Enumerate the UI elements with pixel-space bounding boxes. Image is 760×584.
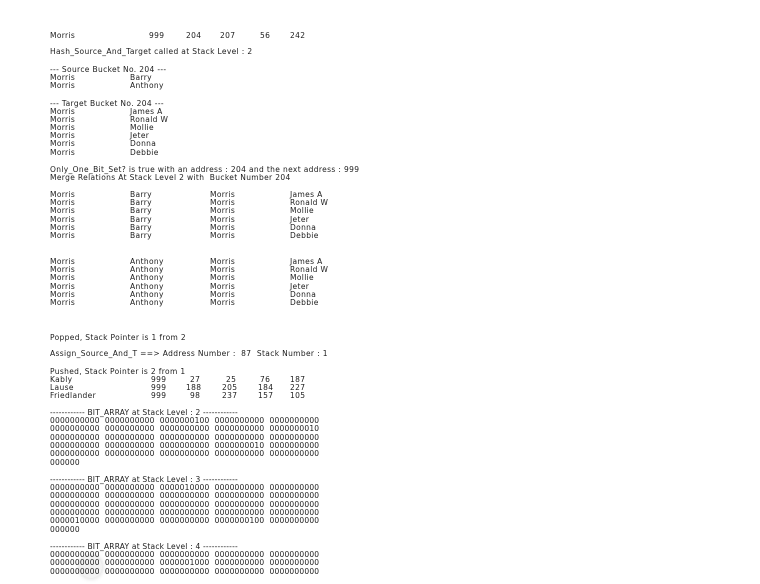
printout-line-7-col-0: Morris [50, 115, 76, 124]
printout-line-7-col-1: Ronald W [130, 115, 169, 124]
printout-line-37-col-0: 0000000000 0000000000 0000000000 0000000000 0000000000 [50, 449, 320, 458]
printout-line-5-col-0: --- Target Bucket No. 204 --- [50, 99, 164, 108]
printout-line-21-col-0: Morris [50, 265, 76, 274]
printout-line-8-col-0: Morris [50, 123, 76, 132]
printout-line-21-col-2: Morris [210, 265, 236, 274]
printout-line-19-col-3: Debbie [290, 231, 319, 240]
printout-line-6-col-1: James A [130, 107, 163, 116]
printout-line-31-col-5: 105 [290, 391, 306, 400]
printout-line-3-col-0: Morris [50, 73, 76, 82]
printout-line-47-col-0: 0000000000 0000000000 0000000000 0000000000 0000000000 [50, 550, 320, 559]
printout-line-40-col-0: 0000000000 0000000000 0000010000 0000000000 0000000000 [50, 483, 320, 492]
printout-line-49-col-0: 0000000000 0000000000 0000000000 0000000000 0000000000 [50, 567, 320, 576]
printout-line-29-col-3: 25 [226, 375, 237, 384]
printout-line-38-col-0: 000000 [50, 458, 80, 467]
printout-line-30-col-0: Lause [50, 383, 74, 392]
printout-line-20-col-3: James A [290, 257, 323, 266]
printout-line-2-col-0: --- Source Bucket No. 204 --- [50, 65, 167, 74]
printout-line-30-col-3: 205 [222, 383, 238, 392]
printout-line-1-col-0: Hash_Source_And_Target called at Stack Level : 2 [50, 47, 253, 56]
printout-line-30-col-2: 188 [186, 383, 202, 392]
printout-line-19-col-1: Barry [130, 231, 152, 240]
printout-line-30-col-5: 227 [290, 383, 306, 392]
printout-line-20-col-1: Anthony [130, 257, 164, 266]
printout-line-17-col-0: Morris [50, 215, 76, 224]
printout-line-0-col-1: 999 [149, 31, 165, 40]
printout-line-23-col-0: Morris [50, 282, 76, 291]
printout-line-16-col-1: Barry [130, 206, 152, 215]
printout-line-25-col-1: Anthony [130, 298, 164, 307]
printout-line-36-col-0: 0000000000 0000000000 0000000000 0000000010 0000000000 [50, 441, 320, 450]
printout-line-29-col-5: 187 [290, 375, 306, 384]
printout-line-46-col-0: ------------ BIT_ARRAY at Stack Level : 4 ------------ [50, 542, 238, 551]
printout-line-44-col-0: 0000010000 0000000000 0000000000 0000000100 0000000000 [50, 516, 320, 525]
printout-line-30-col-4: 184 [258, 383, 274, 392]
printout-line-11-col-1: Debbie [130, 148, 159, 157]
printout-line-0-col-0: Morris [50, 31, 76, 40]
printout-line-16-col-3: Mollie [290, 206, 315, 215]
printout-line-42-col-0: 0000000000 0000000000 0000000000 0000000000 0000000000 [50, 500, 320, 509]
printout-line-16-col-0: Morris [50, 206, 76, 215]
printout-line-15-col-2: Morris [210, 198, 236, 207]
printout-line-20-col-2: Morris [210, 257, 236, 266]
printout-line-12-col-0: Only_One_Bit_Set? is true with an address : 204 and the next address : 999 [50, 165, 360, 174]
printout-line-18-col-2: Morris [210, 223, 236, 232]
printout-line-24-col-3: Donna [290, 290, 317, 299]
printout-line-0-col-5: 242 [290, 31, 306, 40]
printout-line-11-col-0: Morris [50, 148, 76, 157]
printout-line-3-col-1: Barry [130, 73, 152, 82]
printout-line-23-col-2: Morris [210, 282, 236, 291]
printout-line-29-col-0: Kably [50, 375, 73, 384]
printout-line-29-col-2: 27 [190, 375, 201, 384]
printout-line-39-col-0: ------------ BIT_ARRAY at Stack Level : 3 ------------ [50, 475, 238, 484]
printout-line-18-col-3: Donna [290, 223, 317, 232]
printout-line-15-col-1: Barry [130, 198, 152, 207]
printout-line-21-col-3: Ronald W [290, 265, 329, 274]
printout-line-31-col-1: 999 [151, 391, 167, 400]
printout-line-14-col-2: Morris [210, 190, 236, 199]
printout-line-13-col-0: Merge Relations At Stack Level 2 with Bucket Number 204 [50, 173, 291, 182]
printout-line-30-col-1: 999 [151, 383, 167, 392]
printout-line-15-col-0: Morris [50, 198, 76, 207]
printout-line-24-col-2: Morris [210, 290, 236, 299]
printout-line-18-col-1: Barry [130, 223, 152, 232]
printout-line-48-col-0: 0000000000 0000000000 0000001000 0000000000 0000000000 [50, 558, 320, 567]
printout-line-29-col-4: 76 [260, 375, 271, 384]
printout-line-23-col-3: Jeter [290, 282, 310, 291]
printout-line-0-col-2: 204 [186, 31, 202, 40]
printout-line-9-col-1: Jeter [130, 131, 150, 140]
printout-line-25-col-2: Morris [210, 298, 236, 307]
printout-line-22-col-3: Mollie [290, 273, 315, 282]
printout-line-17-col-2: Morris [210, 215, 236, 224]
printout-line-22-col-2: Morris [210, 273, 236, 282]
printout-line-17-col-1: Barry [130, 215, 152, 224]
printout-line-34-col-0: 0000000000 0000000000 0000000000 0000000000 0000000010 [50, 424, 320, 433]
printout-line-14-col-1: Barry [130, 190, 152, 199]
printout-line-35-col-0: 0000000000 0000000000 0000000000 0000000000 0000000000 [50, 433, 320, 442]
printout-line-27-col-0: Assign_Source_And_T ==> Address Number : 87 Stack Number : 1 [50, 349, 328, 358]
printout-line-4-col-1: Anthony [130, 81, 164, 90]
printout-line-22-col-0: Morris [50, 273, 76, 282]
printout-line-19-col-2: Morris [210, 231, 236, 240]
printout-line-10-col-0: Morris [50, 139, 76, 148]
printout-line-19-col-0: Morris [50, 231, 76, 240]
printout-line-24-col-0: Morris [50, 290, 76, 299]
printout-line-31-col-0: Friedlander [50, 391, 97, 400]
printout-line-25-col-3: Debbie [290, 298, 319, 307]
printout-line-41-col-0: 0000000000 0000000000 0000000000 0000000000 0000000000 [50, 491, 320, 500]
printout-line-20-col-0: Morris [50, 257, 76, 266]
printout-line-16-col-2: Morris [210, 206, 236, 215]
printout-line-21-col-1: Anthony [130, 265, 164, 274]
printout-line-32-col-0: ------------ BIT_ARRAY at Stack Level : 2 ------------ [50, 408, 238, 417]
printout-line-24-col-1: Anthony [130, 290, 164, 299]
printout-line-25-col-0: Morris [50, 298, 76, 307]
printout-line-6-col-0: Morris [50, 107, 76, 116]
printout-line-45-col-0: 000000 [50, 525, 80, 534]
printout-line-31-col-3: 237 [222, 391, 238, 400]
printout-line-9-col-0: Morris [50, 131, 76, 140]
printout-line-0-col-4: 56 [260, 31, 271, 40]
printout-line-14-col-0: Morris [50, 190, 76, 199]
printout-line-17-col-3: Jeter [290, 215, 310, 224]
printout-line-33-col-0: 0000000000 0000000000 0000000100 0000000000 0000000000 [50, 416, 320, 425]
printout-line-28-col-0: Pushed, Stack Pointer is 2 from 1 [50, 367, 186, 376]
printout-line-31-col-2: 98 [190, 391, 201, 400]
printout-line-22-col-1: Anthony [130, 273, 164, 282]
printout-line-43-col-0: 0000000000 0000000000 0000000000 0000000000 0000000000 [50, 508, 320, 517]
printout-line-8-col-1: Mollie [130, 123, 155, 132]
printout-line-18-col-0: Morris [50, 223, 76, 232]
printout-line-10-col-1: Donna [130, 139, 157, 148]
printout-line-15-col-3: Ronald W [290, 198, 329, 207]
printout-line-4-col-0: Morris [50, 81, 76, 90]
printout-line-0-col-3: 207 [220, 31, 236, 40]
printout-line-23-col-1: Anthony [130, 282, 164, 291]
printout-line-26-col-0: Popped, Stack Pointer is 1 from 2 [50, 333, 187, 342]
printout-line-31-col-4: 157 [258, 391, 274, 400]
printout-line-14-col-3: James A [290, 190, 323, 199]
printout-line-29-col-1: 999 [151, 375, 167, 384]
